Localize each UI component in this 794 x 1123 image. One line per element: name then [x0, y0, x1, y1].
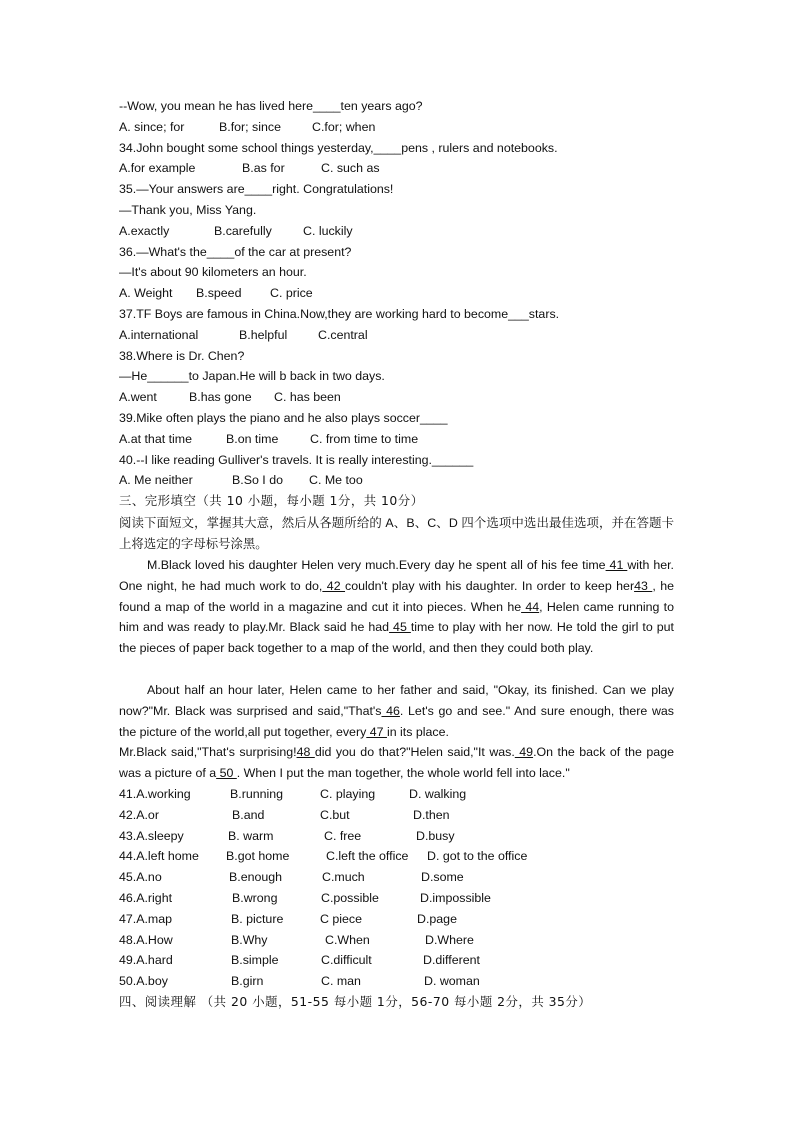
option-b: B.girn: [231, 974, 264, 989]
option-b: B.and: [232, 807, 265, 822]
question-reply: —It's about 90 kilometers an hour.: [119, 265, 307, 280]
option-a: A. since; for: [119, 119, 185, 134]
option-b: B.on time: [226, 431, 279, 446]
option-d: D.impossible: [420, 890, 491, 905]
option-row: [119, 158, 679, 179]
option-d: D.busy: [416, 828, 455, 843]
option-a: A. Me neither: [119, 473, 193, 488]
option-b: B.So I do: [232, 473, 283, 488]
question-stem: 35.—Your answers are____right. Congratulations!: [119, 182, 394, 197]
option-a: A.at that time: [119, 431, 193, 446]
cloze-option-row: [119, 826, 679, 847]
passage-text: , he found a map of the world in a magazine and cut it into pieces. When he: [119, 578, 674, 614]
passage-text: About half an hour later, Helen came to her father and said, "Okay, its finished. Can we play now?"Mr. Black was surprised and said,"That's: [119, 683, 674, 718]
cloze-option-row: [119, 909, 679, 930]
option-b: B. picture: [231, 911, 284, 926]
option-b: B.for; since: [219, 119, 281, 134]
question-reply: —Thank you, Miss Yang.: [119, 202, 257, 217]
passage-text: couldn't play with his daughter. In order to keep her: [345, 578, 635, 593]
cloze-option-row: [119, 805, 679, 826]
option-c: C.difficult: [321, 953, 372, 968]
passage-text: M.Black loved his daughter Helen very much.Every day he spent all of his fee time: [147, 558, 606, 572]
blank-45: 45: [389, 620, 411, 635]
blank-50: 50: [216, 765, 237, 780]
option-a: 43.A.sleepy: [119, 828, 184, 843]
passage-paragraph-2: [119, 680, 674, 742]
passage-text: .On the back of the page was a picture of a: [119, 745, 674, 780]
blank-44: 44: [521, 599, 540, 614]
option-c: C. price: [270, 286, 313, 301]
option-c: C.left the office: [326, 849, 409, 864]
option-b: B.wrong: [232, 890, 278, 905]
question-stem: 36.—What's the____of the car at present?: [119, 244, 352, 259]
option-a: A.international: [119, 327, 199, 342]
option-a: A.went: [119, 390, 157, 405]
option-c: C. such as: [321, 161, 380, 176]
option-a: 45.A.no: [119, 870, 162, 885]
option-c: C.for; when: [312, 119, 376, 134]
option-b: B.simple: [231, 953, 279, 968]
option-a: 50.A.boy: [119, 974, 168, 989]
cloze-option-row: [119, 950, 679, 971]
passage-text: did you do that?"Helen said,"It was.: [314, 745, 515, 759]
passage-text: , Helen came running to him and was ready to play.Mr. Black said he had: [119, 599, 674, 635]
option-a: 42.A.or: [119, 807, 159, 822]
option-d: D.then: [413, 807, 450, 822]
question-stem: 37.TF Boys are famous in China.Now,they are working hard to become___stars.: [119, 306, 560, 321]
blank-43: 43: [634, 578, 653, 593]
option-a: A.for example: [119, 161, 196, 176]
option-a: A.exactly: [119, 223, 170, 238]
blank-42: 42: [322, 578, 346, 593]
option-d: D. walking: [409, 787, 467, 801]
option-b: B.got home: [226, 849, 290, 864]
option-b: B. warm: [228, 828, 274, 843]
option-d: D. got to the office: [427, 849, 528, 864]
blank-41: 41: [605, 558, 628, 572]
cloze-option-row: [119, 971, 679, 992]
option-c: C. playing: [320, 787, 376, 801]
option-d: D.some: [421, 870, 464, 885]
passage-text: in its place.: [386, 724, 449, 739]
question-stem: 38.Where is Dr. Chen?: [119, 348, 245, 363]
question-stem: 34.John bought some school things yesterday,____pens , rulers and notebooks.: [119, 140, 558, 155]
blank-47: 47: [366, 724, 387, 739]
question-reply: —He______to Japan.He will b back in two days.: [119, 369, 385, 384]
option-b: B.Why: [231, 932, 268, 947]
passage-text: time to play with her now. He told the girl to put the pieces of paper back together to a map of the world, and then they could both play.: [119, 620, 674, 656]
cloze-option-row: [119, 888, 679, 909]
option-c: C.but: [320, 807, 350, 822]
blank-46: 46: [381, 703, 400, 718]
option-row: [119, 283, 679, 304]
cloze-options-block: [119, 784, 679, 1013]
question-stem: 40.--I like reading Gulliver's travels. It is really interesting.______: [119, 452, 474, 467]
passage-text: with her. One night, he had much work to do,: [119, 558, 674, 593]
option-b: B.helpful: [239, 327, 288, 342]
passage-paragraph-3: [119, 742, 674, 784]
option-b: B.has gone: [189, 390, 252, 405]
option-c: C.much: [322, 870, 365, 885]
option-d: D.page: [417, 911, 457, 926]
option-row: [119, 325, 679, 346]
option-row: [119, 470, 679, 491]
option-row: [119, 387, 679, 408]
option-c: C.possible: [321, 890, 379, 905]
option-b: B.as for: [242, 161, 285, 176]
question-stem: 39.Mike often plays the piano and he also plays soccer____: [119, 410, 448, 425]
option-c: C. luckily: [303, 223, 353, 238]
option-b: B.enough: [229, 870, 283, 885]
option-d: D.different: [423, 953, 480, 968]
option-a: 48.A.How: [119, 932, 173, 947]
option-c: C piece: [320, 911, 363, 926]
option-c: C.central: [318, 327, 368, 342]
option-c: C. Me too: [309, 473, 363, 488]
blank-49: 49: [514, 745, 534, 759]
passage-text: . When I put the man together, the whole world fell into lace.": [236, 765, 570, 780]
option-row: [119, 221, 679, 242]
option-c: C. from time to time: [310, 431, 419, 446]
passage-text: . Let's go and see." And sure enough, there was the picture of the world,all put together, every: [119, 703, 674, 739]
option-b: B.carefully: [214, 223, 272, 238]
cloze-option-row: [119, 846, 679, 867]
cloze-option-row: [119, 930, 679, 951]
option-a: 44.A.left home: [119, 849, 199, 864]
blank-48: 48: [296, 745, 315, 759]
option-d: D. woman: [424, 974, 480, 989]
option-d: D.Where: [425, 932, 474, 947]
option-a: 41.A.working: [119, 787, 191, 801]
cloze-option-row: [119, 867, 679, 888]
section-instruction: 阅读下面短文，掌握其大意，然后从各题所给的 A、B、C、D 四个选项中选出最佳选项，并在答题卡上将选定的字母标号涂黑。: [119, 516, 674, 551]
option-c: C. man: [321, 974, 361, 989]
section-title: 四、阅读理解 （共 20 小题，51-55 每小题 1分，56-70 每小题 2分，共 35分）: [119, 993, 592, 1009]
option-b: B.running: [230, 787, 284, 801]
multiple-choice-block: [119, 96, 679, 512]
option-row: [119, 429, 679, 450]
section-title: 三、完形填空（共 10 小题，每小题 1分，共 10分）: [119, 493, 424, 509]
option-a: 47.A.map: [119, 911, 173, 926]
option-a: 49.A.hard: [119, 953, 173, 968]
option-a: 46.A.right: [119, 890, 173, 905]
option-c: C.When: [325, 932, 370, 947]
passage-paragraph-1: [119, 555, 674, 659]
option-a: A. Weight: [119, 286, 173, 301]
question-stem: --Wow, you mean he has lived here____ten years ago?: [119, 99, 423, 113]
passage-text: Mr.Black said,"That's surprising!: [119, 745, 297, 759]
option-c: C. free: [324, 828, 362, 843]
option-c: C. has been: [274, 390, 341, 405]
option-b: B.speed: [196, 286, 242, 301]
cloze-option-row: [119, 784, 679, 805]
option-row: [119, 117, 679, 138]
